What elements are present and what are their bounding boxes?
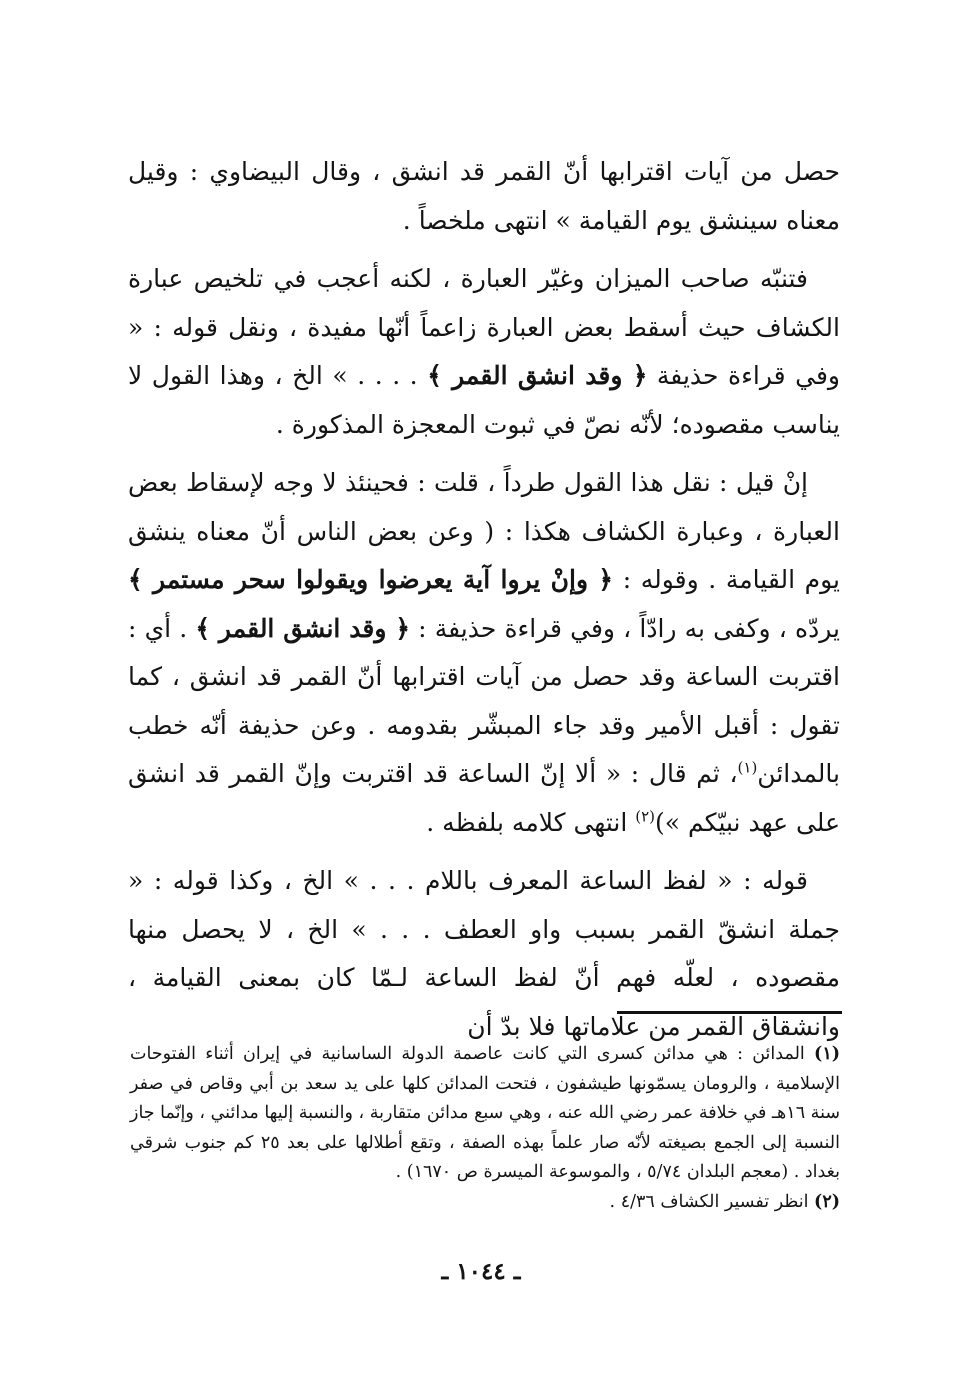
footnote-divider <box>617 1011 842 1014</box>
paragraph-2 <box>128 255 840 449</box>
paragraph-4 <box>128 857 840 1051</box>
text-segment: ، ثم قال : « ألا إنّ الساعة قد اقتربت وإنّ القمر قد انشق على عهد نبيّكم ») <box>128 759 840 837</box>
text-segment: فتنبّه صاحب الميزان وغيّر العبارة ، لكنه أعجب في تلخيص عبارة الكشاف حيث أسقط بعض العبارة زاعماً أنّها مفيدة ، ونقل قوله : « وفي قراءة حذيفة <box>128 264 840 390</box>
footnote-ref-2[interactable]: (٢) <box>635 807 656 826</box>
main-text <box>128 148 840 1061</box>
footnote-1 <box>130 1040 840 1188</box>
footnote-text: انظر تفسير الكشاف ٤/٣٦ . <box>609 1191 809 1212</box>
quran-quote: ﴿ وقد انشق القمر ﴾ <box>195 613 410 643</box>
footnotes <box>130 1040 840 1217</box>
text-segment: انتهى كلامه بلفظه . <box>426 807 636 837</box>
footnote-text: المدائن : هي مدائن كسرى التي كانت عاصمة الدولة الساسانية في إيران أثناء الفتوحات الإسلامية ، والرومان يسمّونها طيشفون ، فتحت المدائن كلها على يد سعد بن أبي وقاص في صفر سنة ١٦هـ في خلافة عمر رضي الله عنه ، وهي سبع مدائن متقاربة ، والنسبة إليها مدائني ، وإنّما جاز النسبة إلى الجمع بصيغته لأنّه صار علماً بهذه الصفة ، وتقع أطلالها على بعد ٢٥ كم جنوب شرقي بغداد . (معجم البلدان ٥/٧٤ ، والموسوعة الميسرة ص ١٦٧٠) . <box>130 1044 841 1182</box>
text-segment: . . . . » الخ ، وهذا القول لا يناسب مقصوده؛ لأنّه نصّ في ثبوت المعجزة المذكورة . <box>128 361 840 439</box>
text-segment: حصل من آيات اقترابها أنّ القمر قد انشق ، وقال البيضاوي : وقيل معناه سينشق يوم القيامة » انتهى ملخصاً . <box>128 157 840 235</box>
text-segment: يردّه ، وكفى به رادّاً ، وفي قراءة حذيفة : <box>409 613 840 643</box>
footnote-number: (١) <box>814 1044 840 1064</box>
footnote-ref-1[interactable]: (١) <box>737 758 758 777</box>
text-segment: إنْ قيل : نقل هذا القول طرداً ، قلت : فحينئذ لا وجه لإسقاط بعض العبارة ، وعبارة الكشاف هكذا : ( وعن بعض الناس أنّ معناه ينشق يوم القيامة . وقوله : <box>128 468 840 594</box>
paragraph-3 <box>128 459 840 847</box>
text-segment: قوله : « لفظ الساعة المعرف باللام . . . » الخ ، وكذا قوله : « جملة انشقّ القمر بسبب واو العطف . . . » الخ ، لا يحصل منها مقصوده ، لعلّه فهم أنّ لفظ الساعة لـمّا كان بمعنى القيامة ، وانشقاق القمر من علاماتها فلا بدّ أن <box>128 866 840 1041</box>
page-number: ـ ١٠٤٤ ـ <box>441 1258 521 1285</box>
footnote-2 <box>130 1188 840 1218</box>
paragraph-1 <box>128 148 840 245</box>
quran-quote: ﴿ وقد انشق القمر ﴾ <box>427 361 648 390</box>
footnote-number: (٢) <box>814 1191 840 1212</box>
quran-quote: ﴿ وإنْ يروا آية يعرضوا ويقولوا سحر مستمر ﴾ <box>128 565 614 594</box>
text-segment: . أي : اقتربت الساعة وقد حصل من آيات اقترابها أنّ القمر قد انشق ، كما تقول : أقبل الأمير وقد جاء المبشّر بقدومه . وعن حذيفة أنّه خطب بالمدائن <box>128 613 840 788</box>
